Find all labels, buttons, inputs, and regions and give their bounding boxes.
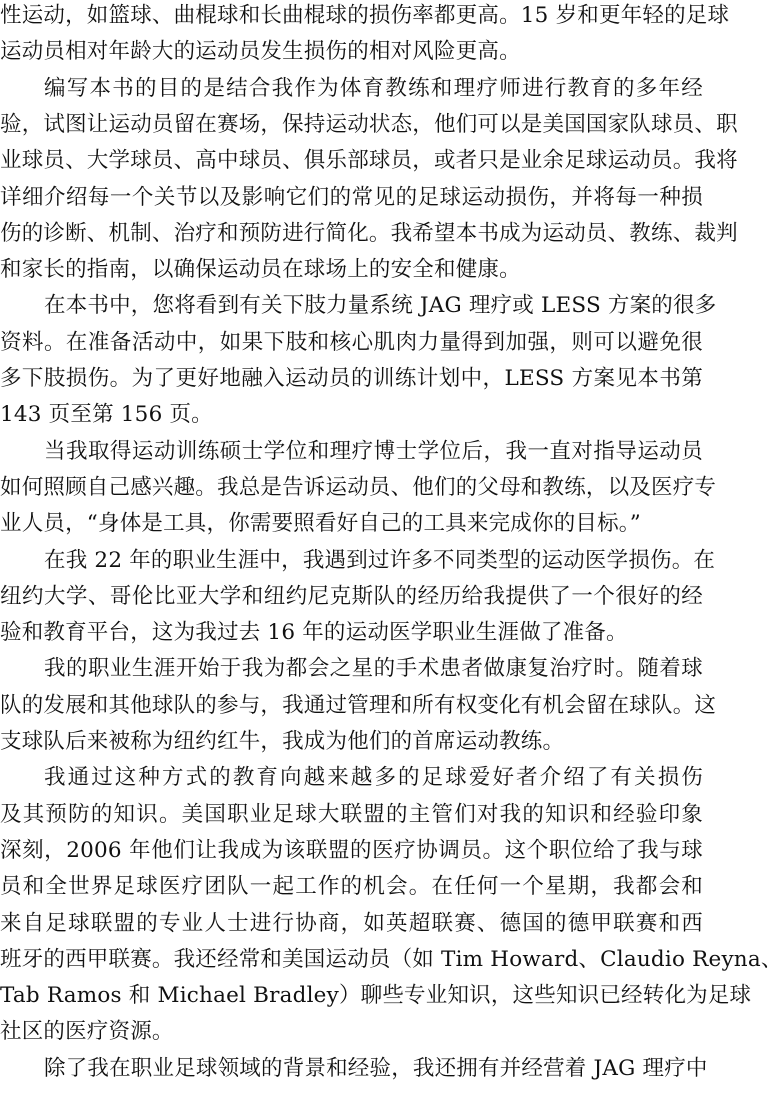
text-line: 伤的诊断、机制、治疗和预防进行简化。我希望本书成为运动员、教练、裁判 (0, 220, 738, 246)
text-line: 班牙的西甲联赛。我还经常和美国运动员（如 Tim Howard、Claudio Reyna、 (0, 946, 783, 972)
text-line: 深刻，2006 年他们让我成为该联盟的医疗协调员。这个职位给了我与球 (0, 837, 703, 863)
text-line: 编写本书的目的是结合我作为体育教练和理疗师进行教育的多年经 (44, 75, 703, 101)
text-line: 在本书中，您将看到有关下肢力量系统 JAG 理疗或 LESS 方案的很多 (44, 293, 717, 319)
text-line: 队的发展和其他球队的参与，我通过管理和所有权变化有机会留在球队。这 (0, 692, 717, 718)
text-line: 我通过这种方式的教育向越来越多的足球爱好者介绍了有关损伤 (44, 765, 703, 791)
text-line: 除了我在职业足球领域的背景和经验，我还拥有并经营着 JAG 理疗中 (44, 1055, 708, 1081)
text-line: 143 页至第 156 页。 (0, 402, 213, 428)
text-line: 性运动，如篮球、曲棍球和长曲棍球的损伤率都更高。15 岁和更年轻的足球 (0, 3, 730, 28)
text-line: 验和教育平台，这为我过去 16 年的运动医学职业生涯做了准备。 (0, 620, 628, 646)
text-line: Tab Ramos 和 Michael Bradley）聊些专业知识，这些知识已经转化为足球 (0, 983, 752, 1009)
text-line: 和家长的指南，以确保运动员在球场上的安全和健康。 (0, 257, 521, 283)
text-line: 业人员，“身体是工具，你需要照看好自己的工具来完成你的目标。” (0, 511, 641, 537)
text-line: 业球员、大学球员、高中球员、俱乐部球员，或者只是业余足球运动员。我将 (0, 148, 738, 174)
text-line: 如何照顾自己感兴趣。我总是告诉运动员、他们的父母和教练，以及医疗专 (0, 474, 717, 500)
text-line: 我的职业生涯开始于我为都会之星的手术患者做康复治疗时。随着球 (44, 656, 703, 682)
text-line: 详细介绍每一个关节以及影响它们的常见的足球运动损伤，并将每一种损 (0, 184, 703, 210)
text-line: 纽约大学、哥伦比亚大学和纽约尼克斯队的经历给我提供了一个很好的经 (0, 583, 703, 609)
text-line: 支球队后来被称为纽约红牛，我成为他们的首席运动教练。 (0, 729, 565, 754)
text-line: 员和全世界足球医疗团队一起工作的机会。在任何一个星期，我都会和 (0, 874, 703, 900)
text-line: 多下肢损伤。为了更好地融入运动员的训练计划中，LESS 方案见本书第 (0, 366, 703, 391)
text-line: 及其预防的知识。美国职业足球大联盟的主管们对我的知识和经验印象 (0, 801, 703, 827)
text-line: 社区的医疗资源。 (0, 1019, 174, 1045)
text-line: 运动员相对年龄大的运动员发生损伤的相对风险更高。 (0, 39, 521, 65)
text-line: 在我 22 年的职业生涯中，我遇到过许多不同类型的运动医学损伤。在 (44, 547, 716, 573)
text-line: 资料。在准备活动中，如果下肢和核心肌肉力量得到加强，则可以避免很 (0, 329, 703, 355)
text-line: 验，试图让运动员留在赛场，保持运动状态，他们可以是美国国家队球员、职 (0, 111, 738, 137)
text-line: 来自足球联盟的专业人士进行协商，如英超联赛、德国的德甲联赛和西 (0, 910, 703, 936)
text-line: 当我取得运动训练硕士学位和理疗博士学位后，我一直对指导运动员 (44, 438, 703, 464)
